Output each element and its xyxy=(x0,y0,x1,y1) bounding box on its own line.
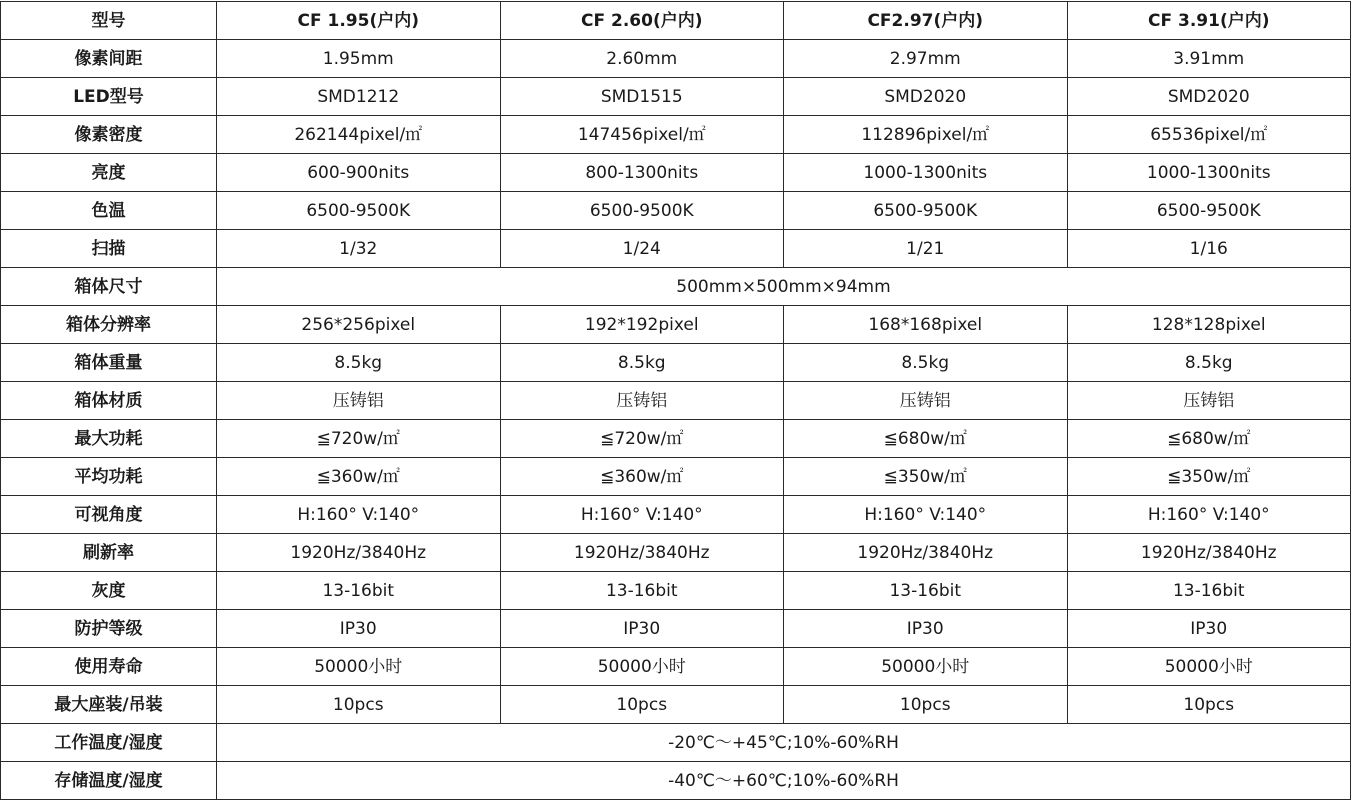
value-cell: ≦680w/㎡ xyxy=(1067,420,1351,458)
value-cell: 8.5kg xyxy=(217,344,501,382)
row-label-cell: 箱体重量 xyxy=(1,344,217,382)
value-cell: H:160° V:140° xyxy=(500,496,784,534)
value-cell: 8.5kg xyxy=(500,344,784,382)
table-row xyxy=(1,230,1351,268)
spec-table-body xyxy=(1,40,1351,800)
row-label-cell: 使用寿命 xyxy=(1,648,217,686)
value-cell: 1920Hz/3840Hz xyxy=(500,534,784,572)
value-cell: 168*168pixel xyxy=(784,306,1068,344)
merged-value-cell: 500mm×500mm×94mm xyxy=(217,268,1351,306)
value-cell: 10pcs xyxy=(784,686,1068,724)
model-header-cell: CF 1.95(户内) xyxy=(217,2,501,40)
model-header-cell: CF 3.91(户内) xyxy=(1067,2,1351,40)
value-cell: 1/24 xyxy=(500,230,784,268)
row-label-cell: 箱体分辨率 xyxy=(1,306,217,344)
value-cell: SMD2020 xyxy=(1067,78,1351,116)
model-header-cell: CF2.97(户内) xyxy=(784,2,1068,40)
value-cell: 50000小时 xyxy=(784,648,1068,686)
value-cell: 10pcs xyxy=(500,686,784,724)
header-label-cell: 型号 xyxy=(1,2,217,40)
value-cell: 8.5kg xyxy=(1067,344,1351,382)
value-cell: 13-16bit xyxy=(1067,572,1351,610)
value-cell: 6500-9500K xyxy=(500,192,784,230)
table-row xyxy=(1,40,1351,78)
value-cell: 2.60mm xyxy=(500,40,784,78)
table-row xyxy=(1,78,1351,116)
model-header-cell: CF 2.60(户内) xyxy=(500,2,784,40)
value-cell: 50000小时 xyxy=(500,648,784,686)
value-cell: 3.91mm xyxy=(1067,40,1351,78)
value-cell: 压铸铝 xyxy=(784,382,1068,420)
value-cell: ≦720w/㎡ xyxy=(217,420,501,458)
value-cell: 1/32 xyxy=(217,230,501,268)
value-cell: IP30 xyxy=(217,610,501,648)
value-cell: 1/21 xyxy=(784,230,1068,268)
table-row xyxy=(1,344,1351,382)
value-cell: 13-16bit xyxy=(784,572,1068,610)
spec-table xyxy=(0,1,1351,800)
value-cell: SMD1212 xyxy=(217,78,501,116)
row-label-cell: 像素密度 xyxy=(1,116,217,154)
value-cell: IP30 xyxy=(1067,610,1351,648)
row-label-cell: 亮度 xyxy=(1,154,217,192)
value-cell: H:160° V:140° xyxy=(217,496,501,534)
value-cell: 600-900nits xyxy=(217,154,501,192)
value-cell: 800-1300nits xyxy=(500,154,784,192)
row-label-cell: LED型号 xyxy=(1,78,217,116)
table-row xyxy=(1,192,1351,230)
table-row xyxy=(1,686,1351,724)
table-row xyxy=(1,496,1351,534)
value-cell: 13-16bit xyxy=(217,572,501,610)
value-cell: ≦350w/㎡ xyxy=(784,458,1068,496)
value-cell: H:160° V:140° xyxy=(784,496,1068,534)
value-cell: ≦720w/㎡ xyxy=(500,420,784,458)
value-cell: 50000小时 xyxy=(1067,648,1351,686)
row-label-cell: 箱体材质 xyxy=(1,382,217,420)
value-cell: ≦680w/㎡ xyxy=(784,420,1068,458)
value-cell: 256*256pixel xyxy=(217,306,501,344)
value-cell: 压铸铝 xyxy=(500,382,784,420)
row-label-cell: 最大功耗 xyxy=(1,420,217,458)
value-cell: 1/16 xyxy=(1067,230,1351,268)
row-label-cell: 存储温度/湿度 xyxy=(1,762,217,800)
row-label-cell: 平均功耗 xyxy=(1,458,217,496)
table-row xyxy=(1,382,1351,420)
row-label-cell: 工作温度/湿度 xyxy=(1,724,217,762)
table-row xyxy=(1,458,1351,496)
table-row xyxy=(1,306,1351,344)
table-row xyxy=(1,154,1351,192)
value-cell: 10pcs xyxy=(1067,686,1351,724)
value-cell: ≦360w/㎡ xyxy=(217,458,501,496)
row-label-cell: 防护等级 xyxy=(1,610,217,648)
row-label-cell: 色温 xyxy=(1,192,217,230)
header-row xyxy=(1,2,1351,40)
value-cell: 10pcs xyxy=(217,686,501,724)
table-row xyxy=(1,610,1351,648)
value-cell: 2.97mm xyxy=(784,40,1068,78)
row-label-cell: 最大座装/吊装 xyxy=(1,686,217,724)
row-label-cell: 像素间距 xyxy=(1,40,217,78)
value-cell: 1000-1300nits xyxy=(784,154,1068,192)
table-row xyxy=(1,268,1351,306)
value-cell: 1920Hz/3840Hz xyxy=(1067,534,1351,572)
value-cell: 112896pixel/㎡ xyxy=(784,116,1068,154)
row-label-cell: 扫描 xyxy=(1,230,217,268)
table-row xyxy=(1,534,1351,572)
value-cell: 1920Hz/3840Hz xyxy=(217,534,501,572)
value-cell: IP30 xyxy=(500,610,784,648)
value-cell: SMD1515 xyxy=(500,78,784,116)
merged-value-cell: -20℃～+45℃;10%-60%RH xyxy=(217,724,1351,762)
value-cell: 6500-9500K xyxy=(217,192,501,230)
value-cell: 1000-1300nits xyxy=(1067,154,1351,192)
value-cell: 6500-9500K xyxy=(784,192,1068,230)
value-cell: 50000小时 xyxy=(217,648,501,686)
table-row xyxy=(1,724,1351,762)
value-cell: SMD2020 xyxy=(784,78,1068,116)
value-cell: 65536pixel/㎡ xyxy=(1067,116,1351,154)
value-cell: 262144pixel/㎡ xyxy=(217,116,501,154)
table-row xyxy=(1,572,1351,610)
value-cell: ≦360w/㎡ xyxy=(500,458,784,496)
table-row xyxy=(1,116,1351,154)
table-row xyxy=(1,648,1351,686)
merged-value-cell: -40℃～+60℃;10%-60%RH xyxy=(217,762,1351,800)
row-label-cell: 箱体尺寸 xyxy=(1,268,217,306)
value-cell: 147456pixel/㎡ xyxy=(500,116,784,154)
table-row xyxy=(1,762,1351,800)
table-row xyxy=(1,420,1351,458)
value-cell: 1920Hz/3840Hz xyxy=(784,534,1068,572)
value-cell: IP30 xyxy=(784,610,1068,648)
value-cell: 压铸铝 xyxy=(1067,382,1351,420)
row-label-cell: 可视角度 xyxy=(1,496,217,534)
row-label-cell: 灰度 xyxy=(1,572,217,610)
row-label-cell: 刷新率 xyxy=(1,534,217,572)
value-cell: 1.95mm xyxy=(217,40,501,78)
value-cell: 6500-9500K xyxy=(1067,192,1351,230)
value-cell: H:160° V:140° xyxy=(1067,496,1351,534)
value-cell: ≦350w/㎡ xyxy=(1067,458,1351,496)
value-cell: 压铸铝 xyxy=(217,382,501,420)
value-cell: 8.5kg xyxy=(784,344,1068,382)
value-cell: 128*128pixel xyxy=(1067,306,1351,344)
value-cell: 192*192pixel xyxy=(500,306,784,344)
value-cell: 13-16bit xyxy=(500,572,784,610)
